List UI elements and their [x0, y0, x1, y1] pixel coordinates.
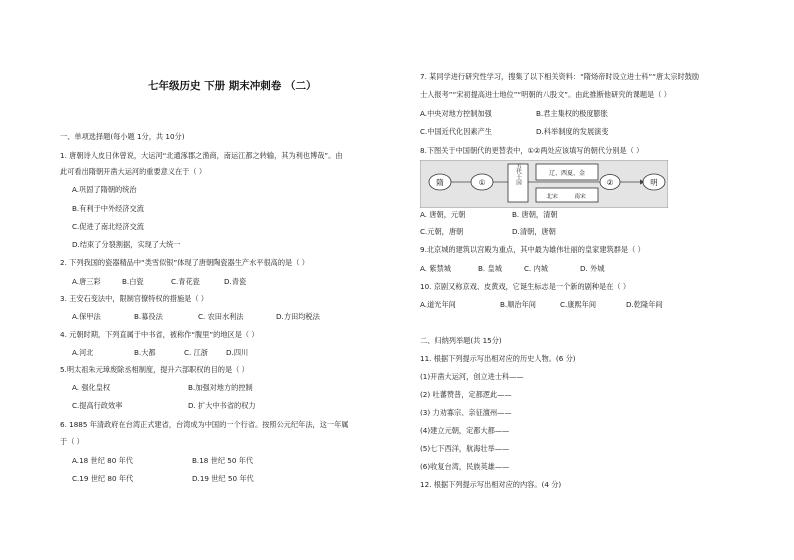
q4-option-c: C. 江浙	[184, 348, 208, 357]
q10-option-c: C.康熙年间	[560, 300, 597, 309]
section1-header: 一、单项选择题(每小题 1分，共 10分)	[60, 132, 185, 141]
q11-item-4: (4)建立元朝，定都大都——	[420, 426, 510, 435]
label-liao-xixia-jin: 辽、西夏、金	[548, 170, 586, 177]
q11-item-2: (2) 吐蕃赞普，定都逻此——	[420, 390, 512, 399]
q1-option-c: C.促进了南北经济交流	[72, 222, 144, 231]
q1-text: 1. 唐朝诗人皮日休曾说，大运河“北通涿郡之渔商，南运江都之转输，其为利也博哉”。由	[60, 151, 343, 160]
label-blank-two: ②	[606, 178, 614, 187]
q5-option-a: A. 强化皇权	[72, 383, 111, 392]
q4-option-d: D.四川	[226, 348, 249, 357]
q9-option-c: C. 内城	[524, 264, 548, 273]
exam-title: 七年级历史 下册 期末冲刺卷 （二）	[148, 80, 317, 92]
q2-option-a: A.唐三彩	[72, 277, 101, 286]
q1-option-b: B.有利于中外经济交流	[72, 204, 144, 213]
section2-header: 二、归纳列举题(共 15分)	[420, 336, 502, 345]
q11-text: 11. 根据下列提示写出相对应的历史人物。(6 分)	[420, 354, 576, 363]
q8-text: 8.下图关于中国朝代的更替表中，①②两处应该填写的朝代分别是（ ）	[420, 146, 644, 155]
q1-option-d: D.结束了分裂割据，实现了大统一	[72, 240, 181, 249]
q7-text-cont: 士人报考”“宋初提高进士地位”“明朝的八股文”。由此推断他研究的课题是（ ）	[420, 90, 671, 99]
label-five-dynasties: 五代十国	[515, 163, 521, 185]
q5-option-c: C.提高行政效率	[72, 401, 123, 410]
q4-option-a: A.河北	[72, 348, 94, 357]
label-blank-one: ①	[478, 178, 486, 187]
q7-option-d: D.科举制度的发展演变	[536, 127, 609, 136]
q9-option-d: D. 外城	[580, 264, 605, 273]
q10-option-d: D.乾隆年间	[626, 300, 663, 309]
q7-option-a: A.中央对地方控制加强	[420, 109, 492, 118]
q6-option-d: D.19 世纪 50 年代	[192, 474, 254, 483]
q4-text: 4. 元朝时期，下列直属于中书省，被称作“腹里”的地区是（ ）	[60, 330, 259, 339]
q7-option-b: B.君主集权的极度膨胀	[536, 109, 608, 118]
q2-option-c: C.青花瓷	[171, 277, 200, 286]
q3-option-a: A.保甲法	[72, 312, 101, 321]
q12-text: 12. 根据下列提示写出相对应的内容。(4 分)	[420, 480, 562, 489]
q2-text: 2. 下列我国的瓷器精品中“类雪似银”体现了唐朝陶瓷器生产水平很高的是（ ）	[60, 258, 309, 267]
label-sui: 隋	[436, 178, 444, 187]
q6-text-cont: 于（ ）	[60, 437, 84, 446]
q8-option-c: C.元朝，唐朝	[420, 227, 464, 236]
q1-text-cont: 此可看出隋朝开凿大运河的重要意义在于（ ）	[60, 167, 207, 176]
q11-item-6: (6)收复台湾，民族英雄——	[420, 462, 510, 471]
q8-option-a: A. 唐朝，元朝	[420, 210, 466, 219]
q3-option-d: D.方田均税法	[276, 312, 320, 321]
q7-option-c: C.中国近代化因素产生	[420, 127, 492, 136]
q7-text: 7. 某同学进行研究性学习，搜集了以下相关资料：“隋炀帝时设立进士科”“唐太宗时鼓励	[420, 72, 700, 81]
q1-option-a: A.巩固了隋朝的统治	[72, 185, 137, 194]
q11-item-1: (1)开凿大运河，创立进士科——	[420, 372, 524, 381]
label-south-song: 南宋	[574, 194, 586, 200]
q9-text: 9.北京城的建筑以宫殿为重点，其中最为雄伟壮丽的皇家建筑群是（ ）	[420, 245, 645, 254]
q10-option-b: B.顺治年间	[500, 300, 536, 309]
q2-option-d: D.青瓷	[224, 277, 247, 286]
label-ming: 明	[650, 178, 658, 187]
q11-item-5: (5)七下西洋，航海壮举——	[420, 444, 510, 453]
q3-text: 3. 王安石变法中，限制官僚特权的措施是（ ）	[60, 294, 208, 303]
q6-text: 6. 1885 年清政府在台湾正式建省，台湾成为中国的一个行省。按照公元纪年法，这一年属	[60, 420, 349, 429]
q9-option-a: A. 紫禁城	[420, 264, 451, 273]
label-north-song: 北宋	[546, 194, 558, 200]
q6-option-a: A.18 世纪 80 年代	[72, 456, 133, 465]
q11-item-3: (3) 力劝寡宗、亲征澶州——	[420, 408, 512, 417]
q6-option-c: C.19 世纪 80 年代	[72, 474, 134, 483]
q6-option-b: B.18 世纪 50 年代	[192, 456, 254, 465]
q8-option-b: B. 唐朝，清朝	[512, 210, 558, 219]
q2-option-b: B.白瓷	[122, 277, 144, 286]
q8-option-d: D.清朝，唐朝	[512, 227, 556, 236]
q5-option-b: B.加强对地方的控制	[188, 383, 253, 392]
q10-text: 10. 京剧又称京戏、皮黄戏，它诞生标志是一个新的剧种是在（ ）	[420, 282, 631, 291]
q3-option-b: B.募役法	[134, 312, 163, 321]
q10-option-a: A.道光年间	[420, 300, 456, 309]
dynasty-succession-diagram	[420, 160, 668, 208]
q5-option-d: D. 扩大中书省的权力	[188, 401, 256, 410]
q5-text: 5.明太祖朱元璋废除丞相制度，提升六部职权的目的是（ ）	[60, 365, 249, 374]
q9-option-b: B. 皇城	[478, 264, 502, 273]
q4-option-b: B.大都	[134, 348, 156, 357]
q3-option-c: C. 农田水利法	[198, 312, 244, 321]
